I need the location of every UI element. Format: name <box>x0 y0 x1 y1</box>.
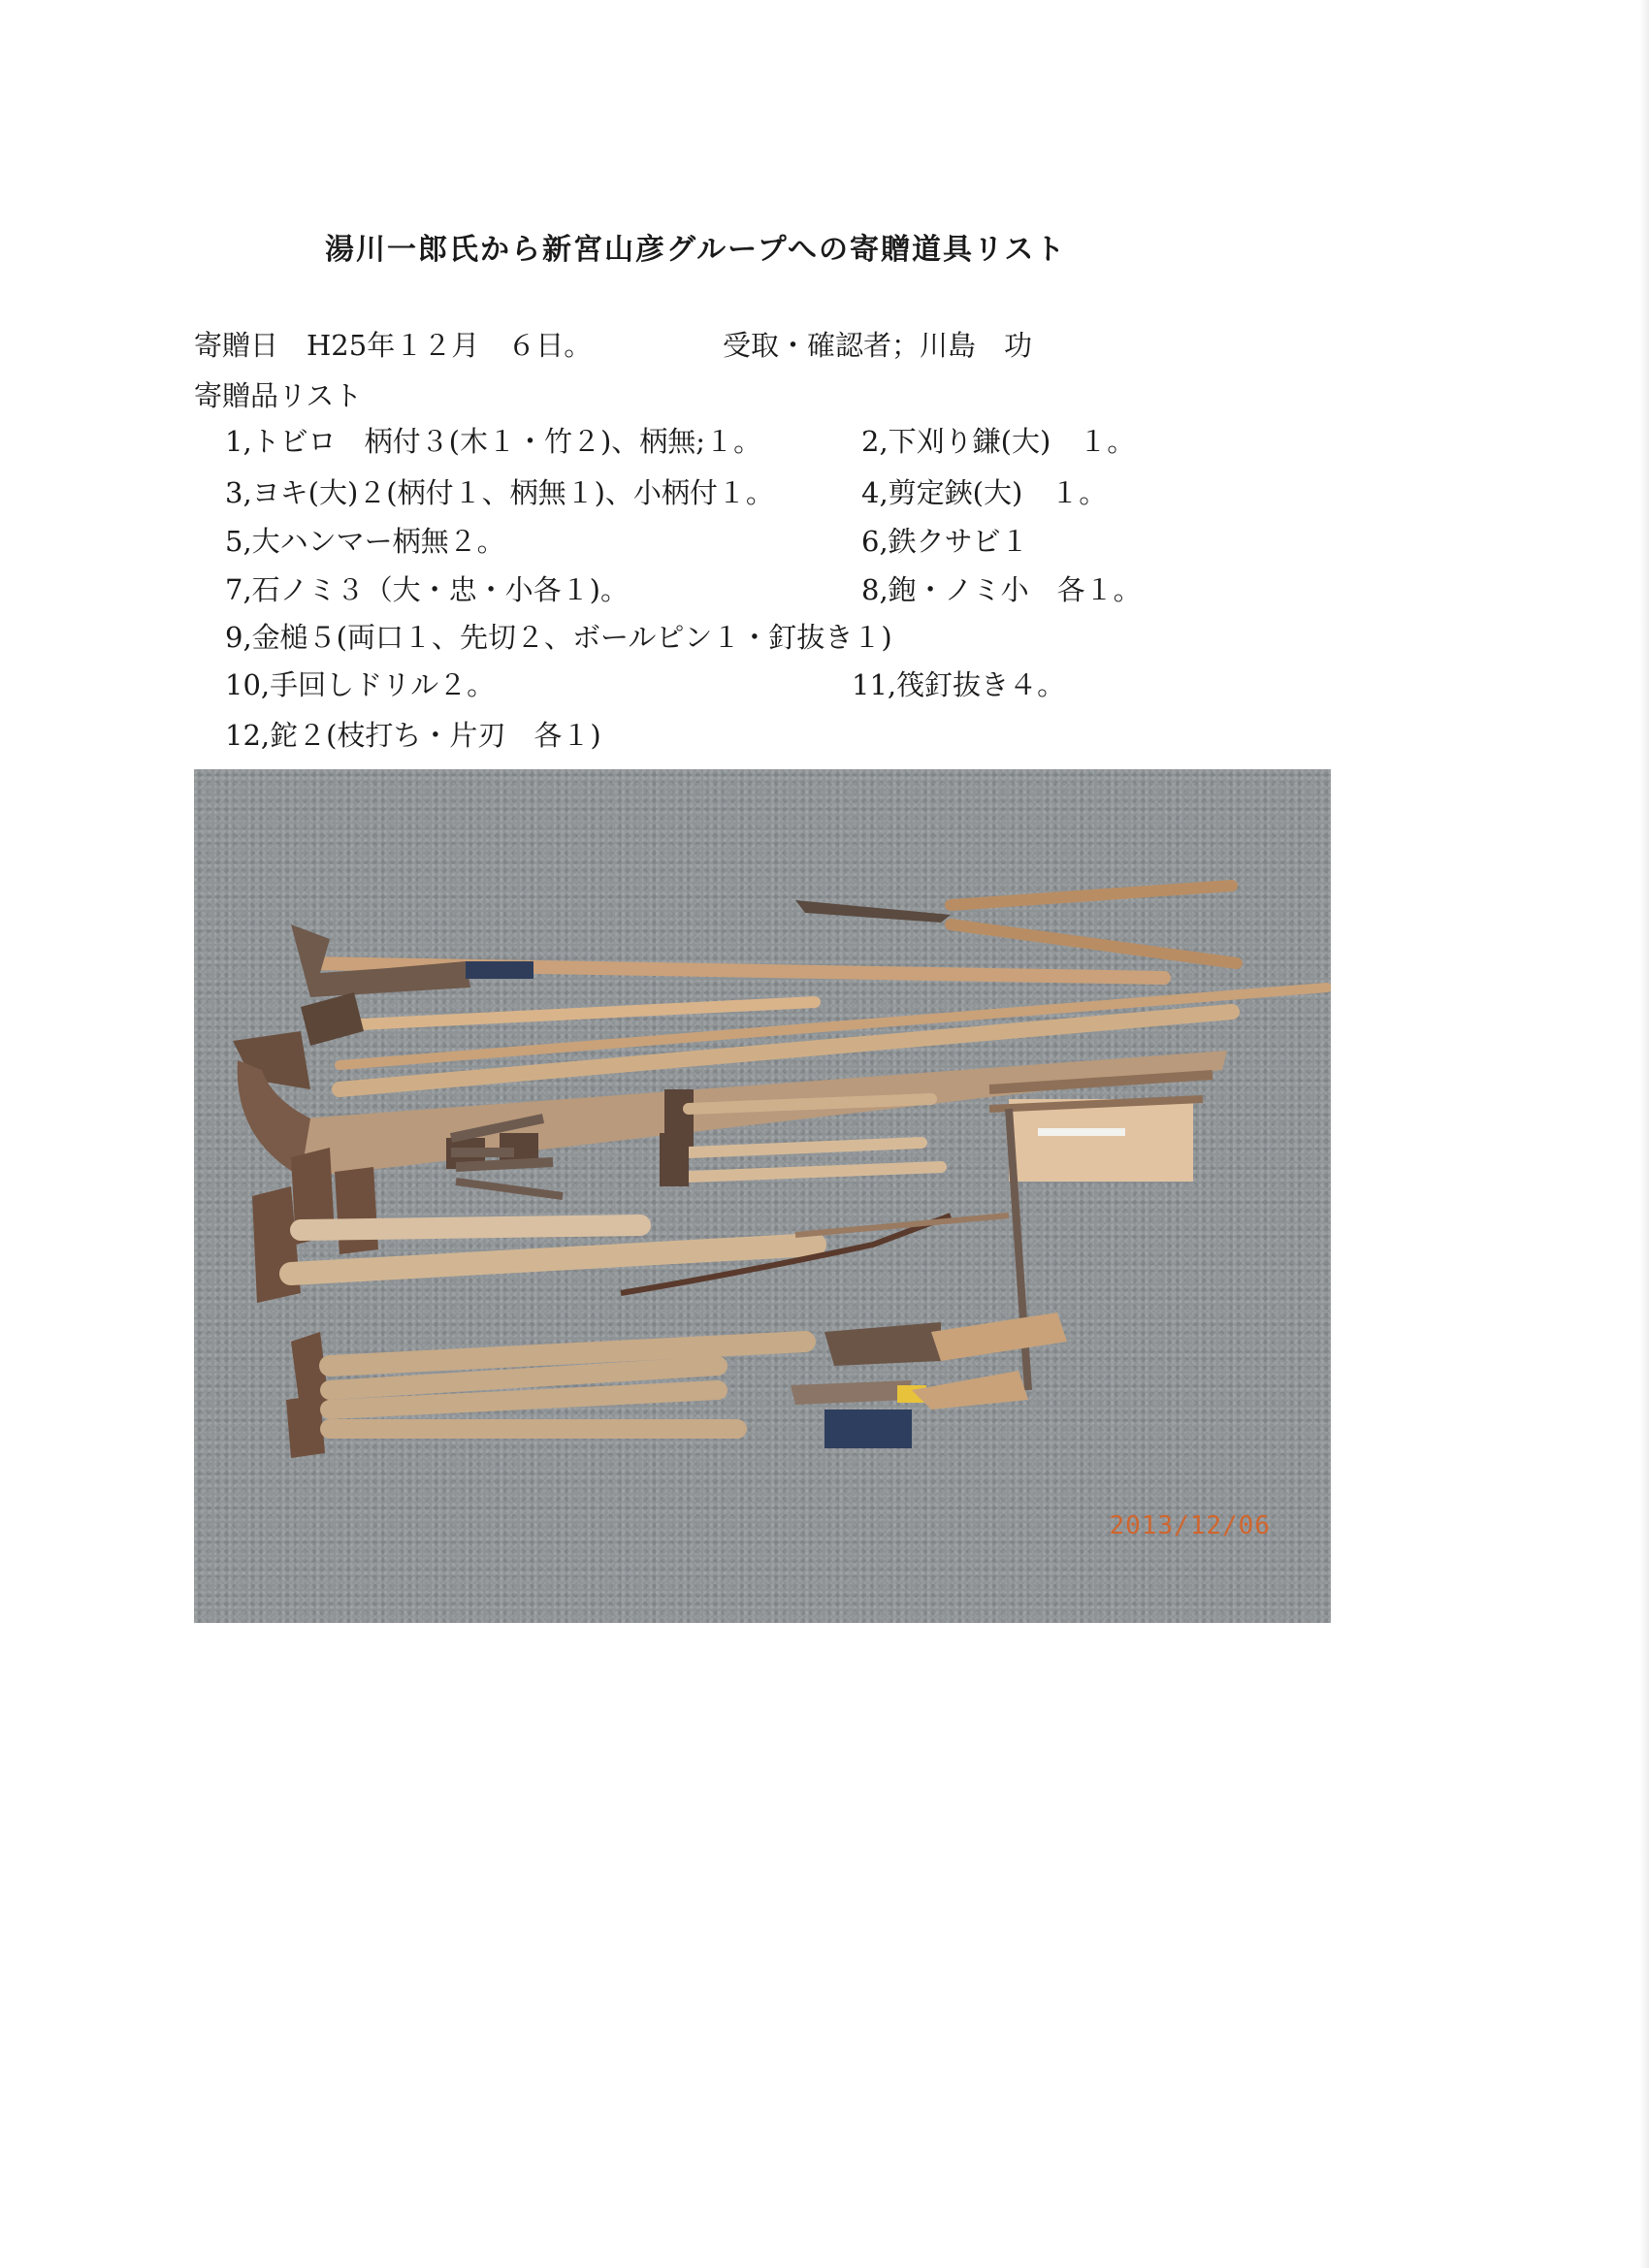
receiver-info: 受取・確認者；川島 功 <box>723 329 1033 362</box>
tape-grip <box>466 961 534 979</box>
tool-handle <box>689 1167 941 1177</box>
tape-grip <box>824 1409 912 1448</box>
list-item: 4,剪定鋏(大) １。 <box>861 476 1108 509</box>
list-item: 8,鉋・ノミ小 各１。 <box>861 573 1142 606</box>
list-item: 7,石ノミ３（大・忠・小各１)。 <box>225 573 629 606</box>
tools-illustration <box>194 769 1331 1623</box>
tool-handle <box>301 1225 640 1230</box>
plane-blade <box>1038 1128 1125 1136</box>
tool-handle <box>330 1342 805 1366</box>
axe-head <box>335 1167 378 1254</box>
axe-head <box>252 1186 301 1303</box>
donation-date: 寄贈日 H25年１２月 ６日。 <box>194 329 593 362</box>
hammer-head <box>286 1395 325 1458</box>
wedge <box>456 1162 553 1167</box>
tool-handle <box>951 886 1232 905</box>
document-title: 湯川一郎氏から新宮山彦グループへの寄贈道具リスト <box>325 233 1067 267</box>
list-item: 6,鉄クサビ１ <box>861 525 1029 558</box>
list-item: 5,大ハンマー柄無２。 <box>225 525 505 558</box>
axe-head <box>301 992 364 1046</box>
list-item: 1,トビロ 柄付３(木１・竹２)、柄無;１。 <box>225 425 762 458</box>
tool-handle <box>689 1143 922 1152</box>
hammer-head <box>660 1133 689 1186</box>
tools-photo <box>194 769 1331 1623</box>
list-item: 2,下刈り鎌(大) １。 <box>861 425 1136 458</box>
list-heading: 寄贈品リスト <box>194 379 363 412</box>
list-item: 11,筏釘抜き４。 <box>852 668 1066 701</box>
wedge <box>456 1182 563 1196</box>
tool-handle <box>931 1312 1067 1361</box>
wood-plane <box>1009 1099 1193 1182</box>
tool-handle <box>912 1371 1028 1409</box>
list-item: 9,金槌５(両口１、先切２、ボールピン１・釘抜き１) <box>225 621 892 654</box>
hatchet-blade <box>791 1380 912 1405</box>
hatchet-blade <box>824 1322 941 1366</box>
list-item: 10,手回しドリル２。 <box>225 668 496 701</box>
tool-handle <box>951 924 1237 963</box>
tool-handle <box>320 1002 815 1026</box>
page-edge <box>1639 0 1649 2268</box>
shears-blade <box>795 900 951 923</box>
list-item: 12,鉈２(枝打ち・片刃 各１) <box>225 719 601 752</box>
photo-date-stamp: 2013/12/06 <box>1109 1511 1271 1540</box>
list-item: 3,ヨキ(大)２(柄付１、柄無１)、小柄付１。 <box>225 476 774 509</box>
